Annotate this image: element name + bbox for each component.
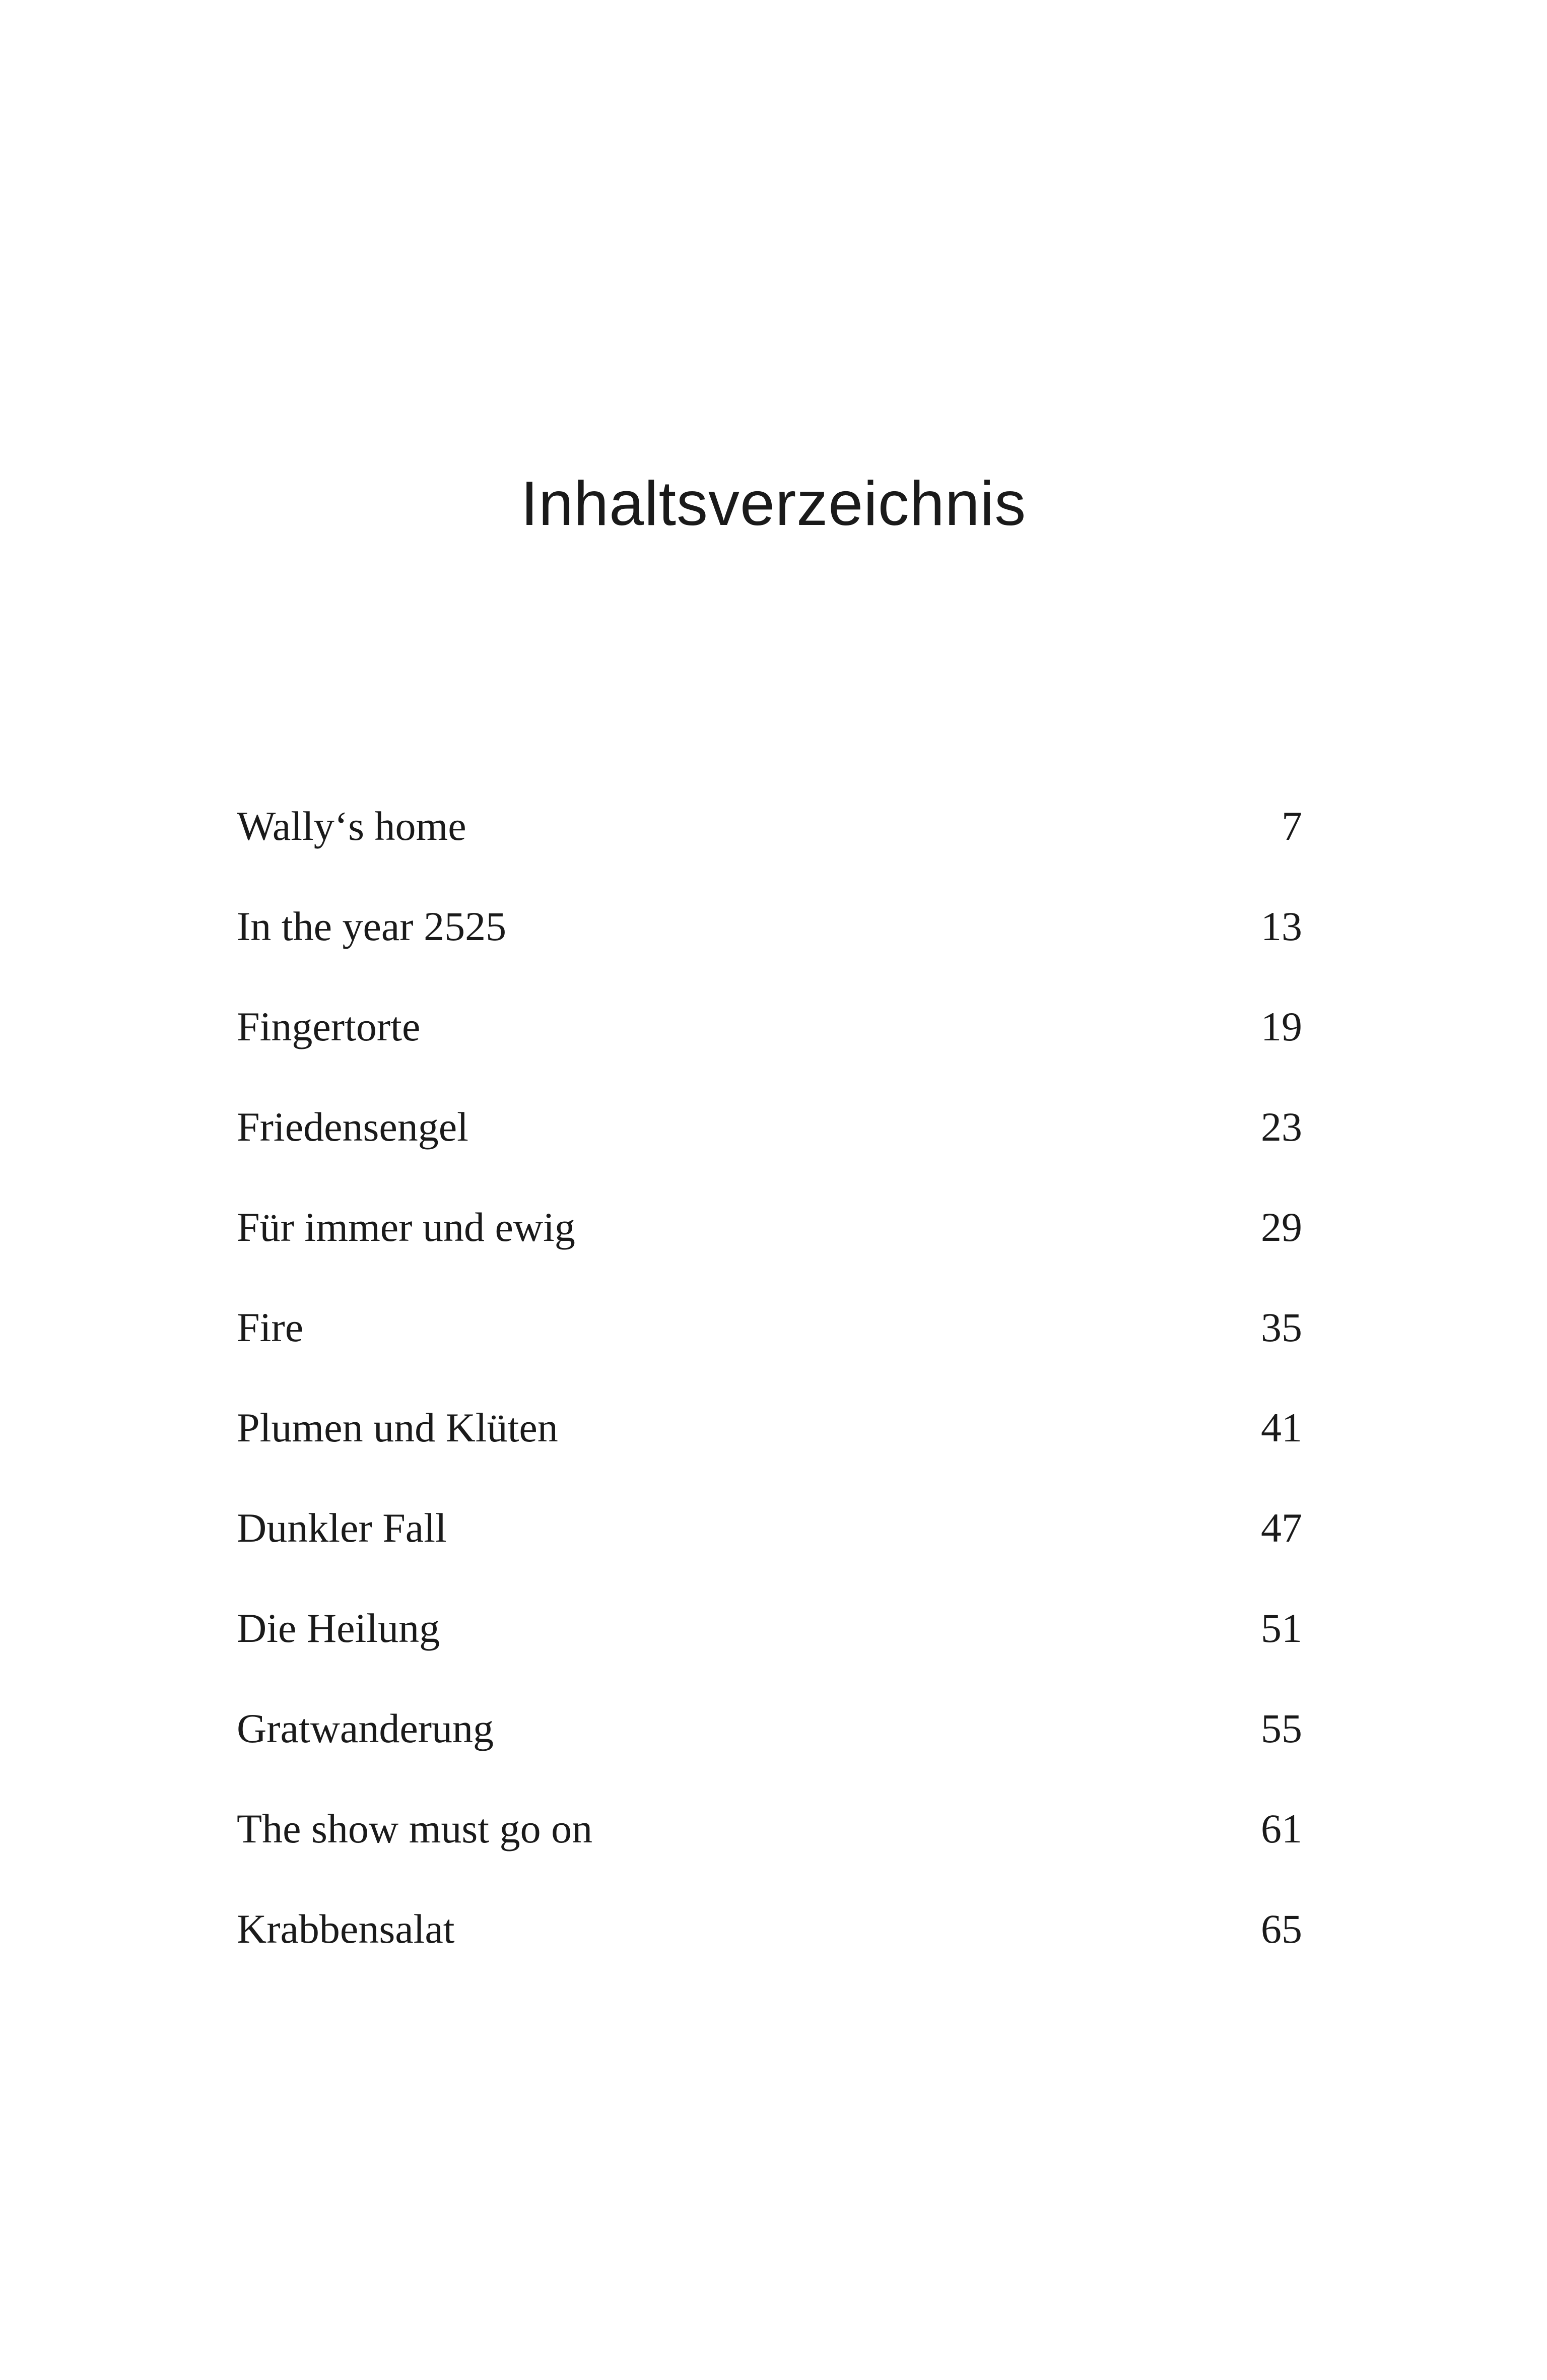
toc-entry <box>237 896 1302 997</box>
toc-entry-page-number: 7 <box>1282 803 1302 849</box>
toc-entry-title: Gratwanderung <box>237 1705 494 1751</box>
toc-entry-page-number: 51 <box>1261 1605 1302 1651</box>
toc-entry-page-number: 13 <box>1261 903 1302 949</box>
toc-entry <box>237 1899 1302 1999</box>
toc-entry-page-number: 29 <box>1261 1204 1302 1250</box>
toc-entry-title: Die Heilung <box>237 1605 440 1651</box>
toc-entry <box>237 1297 1302 1398</box>
toc-entry-page-number: 35 <box>1261 1304 1302 1350</box>
page-title: Inhaltsverzeichnis <box>520 469 1027 539</box>
toc-entry-title: Für immer und ewig <box>237 1204 575 1250</box>
toc-entry <box>237 796 1302 896</box>
toc-entry <box>237 1197 1302 1297</box>
toc-entry <box>237 1799 1302 1899</box>
toc-entry-title: Krabbensalat <box>237 1906 455 1952</box>
toc-entry-title: Wally‘s home <box>237 803 466 849</box>
toc-entry <box>237 1498 1302 1598</box>
toc-entry-title: Friedensengel <box>237 1104 468 1150</box>
table-of-contents <box>237 796 1302 1999</box>
toc-entry-title: The show must go on <box>237 1806 593 1852</box>
toc-entry-title: In the year 2525 <box>237 903 507 949</box>
toc-entry <box>237 1097 1302 1197</box>
toc-entry-page-number: 55 <box>1261 1705 1302 1751</box>
toc-entry-title: Fire <box>237 1304 304 1350</box>
toc-entry <box>237 1398 1302 1498</box>
toc-entry-page-number: 19 <box>1261 1004 1302 1049</box>
toc-entry-title: Plumen und Klüten <box>237 1405 558 1450</box>
toc-entry <box>237 997 1302 1097</box>
toc-entry-page-number: 23 <box>1261 1104 1302 1150</box>
toc-entry-title: Dunkler Fall <box>237 1505 447 1551</box>
toc-entry <box>237 1698 1302 1799</box>
toc-entry <box>237 1598 1302 1698</box>
toc-entry-page-number: 47 <box>1261 1505 1302 1551</box>
toc-entry-page-number: 61 <box>1261 1806 1302 1852</box>
toc-entry-title: Fingertorte <box>237 1004 421 1049</box>
toc-entry-page-number: 41 <box>1261 1405 1302 1450</box>
toc-entry-page-number: 65 <box>1261 1906 1302 1952</box>
